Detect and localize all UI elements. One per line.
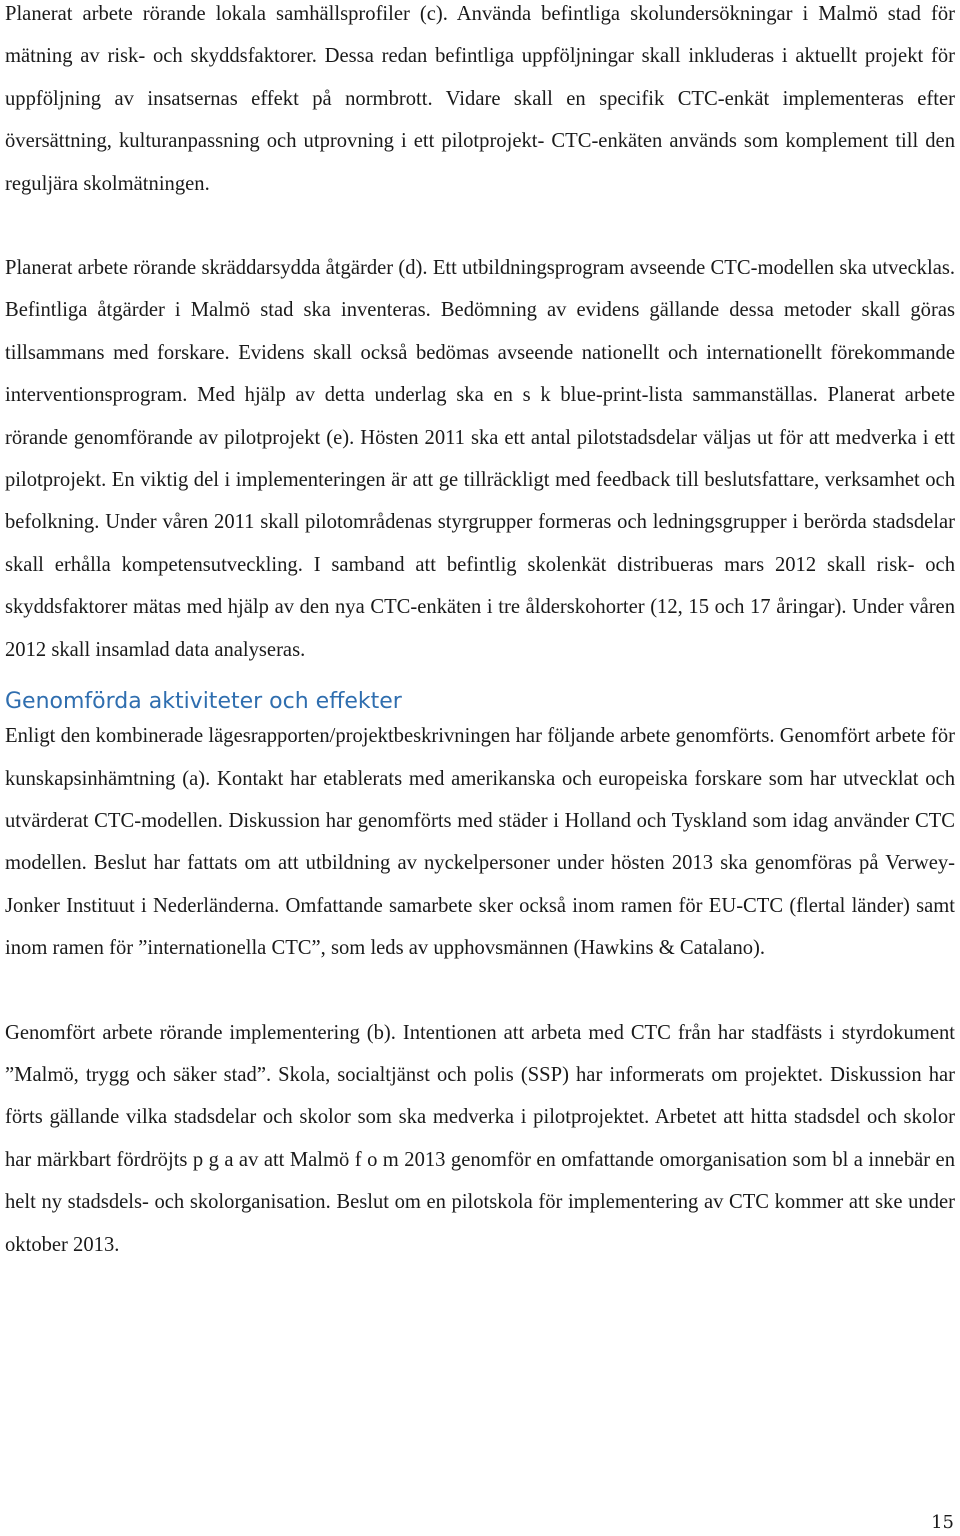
section-heading: Genomförda aktiviteter och effekter [5, 689, 402, 715]
paragraph-spacer [5, 970, 955, 1012]
paragraph-spacer [5, 205, 955, 247]
paragraph-tailored-measures: Planerat arbete rörande skräddarsydda åtgärder (d). Ett utbildningsprogram avseende CTC-modellen ska utvecklas. Befintliga åtgärder i Malmö stad ska inventeras. Bedömning av evidens gällande dessa metoder skall göras tillsammans med forskare. Evidens skall också bedömas avseende nationellt och internationellt förekommande interventionsprogram. Med hjälp av detta underlag ska en s k blue-print-lista sammanställas. Planerat arbete rörande genomförande av pilotprojekt (e). Hösten 2011 ska ett antal pilotstadsdelar väljas ut för att medverka i ett pilotprojekt. En viktig del i implementeringen är att ge tillräckligt med feedback till beslutsfattare, verksamhet och befolkning. Under våren 2011 skall pilotområdenas styrgrupper formeras och ledningsgrupper i berörda stadsdelar skall erhålla kompetensutveckling. I samband att befintlig skolenkät distribueras mars 2012 skall risk- och skyddsfaktorer mätas med hjälp av den nya CTC-enkäten i tre ålderskohorter (12, 15 och 17 åringar). Under våren 2012 skall insamlad data analyseras. [5, 257, 955, 661]
page-number: 15 [931, 1512, 954, 1533]
paragraph-knowledge-gathering: Enligt den kombinerade lägesrapporten/projektbeskrivningen har följande arbete genomförts. Genomfört arbete för kunskapsinhämtning (a). Kontakt har etablerats med amerikanska och europeiska forskare som har utvecklat och utvärderat CTC-modellen. Diskussion har genomförts med städer i Holland och Tyskland som idag använder CTC modellen. Beslut har fattats om att utbildning av nyckelpersoner under hösten 2013 ska genomföras på Verwey-Jonker Instituut i Nederländerna. Omfattande samarbete sker också inom ramen för EU-CTC (flertal länder) samt inom ramen för ”internationella CTC”, som leds av upphovsmännen (Hawkins & Catalano). [5, 725, 955, 960]
page-content [5, 0, 955, 1266]
paragraph-implementation: Genomfört arbete rörande implementering (b). Intentionen att arbeta med CTC från har stadfästs i styrdokument ”Malmö, trygg och säker stad”. Skola, socialtjänst och polis (SSP) har informerats om projektet. Diskussion har förts gällande vilka stadsdelar och skolor som ska medverka i pilotprojektet. Arbetet att hitta stadsdel och skolor har märkbart fördröjts p g a av att Malmö f o m 2013 genomför en omfattande omorganisation som bl a innebär en helt ny stadsdels- och skolorganisation. Beslut om en pilotskola för implementering av CTC kommer att ske under oktober 2013. [5, 1021, 955, 1256]
paragraph-local-profiles: Planerat arbete rörande lokala samhällsprofiler (c). Använda befintliga skolundersökningar i Malmö stad för mätning av risk- och skyddsfaktorer. Dessa redan befintliga uppföljningar skall inkluderas i aktuellt projekt för uppföljning av insatsernas effekt på normbrott. Vidare skall en specifik CTC-enkät implementeras efter översättning, kulturanpassning och utprovning i ett pilotprojekt- CTC-enkäten används som komplement till den reguljära skolmätningen. [5, 3, 955, 195]
